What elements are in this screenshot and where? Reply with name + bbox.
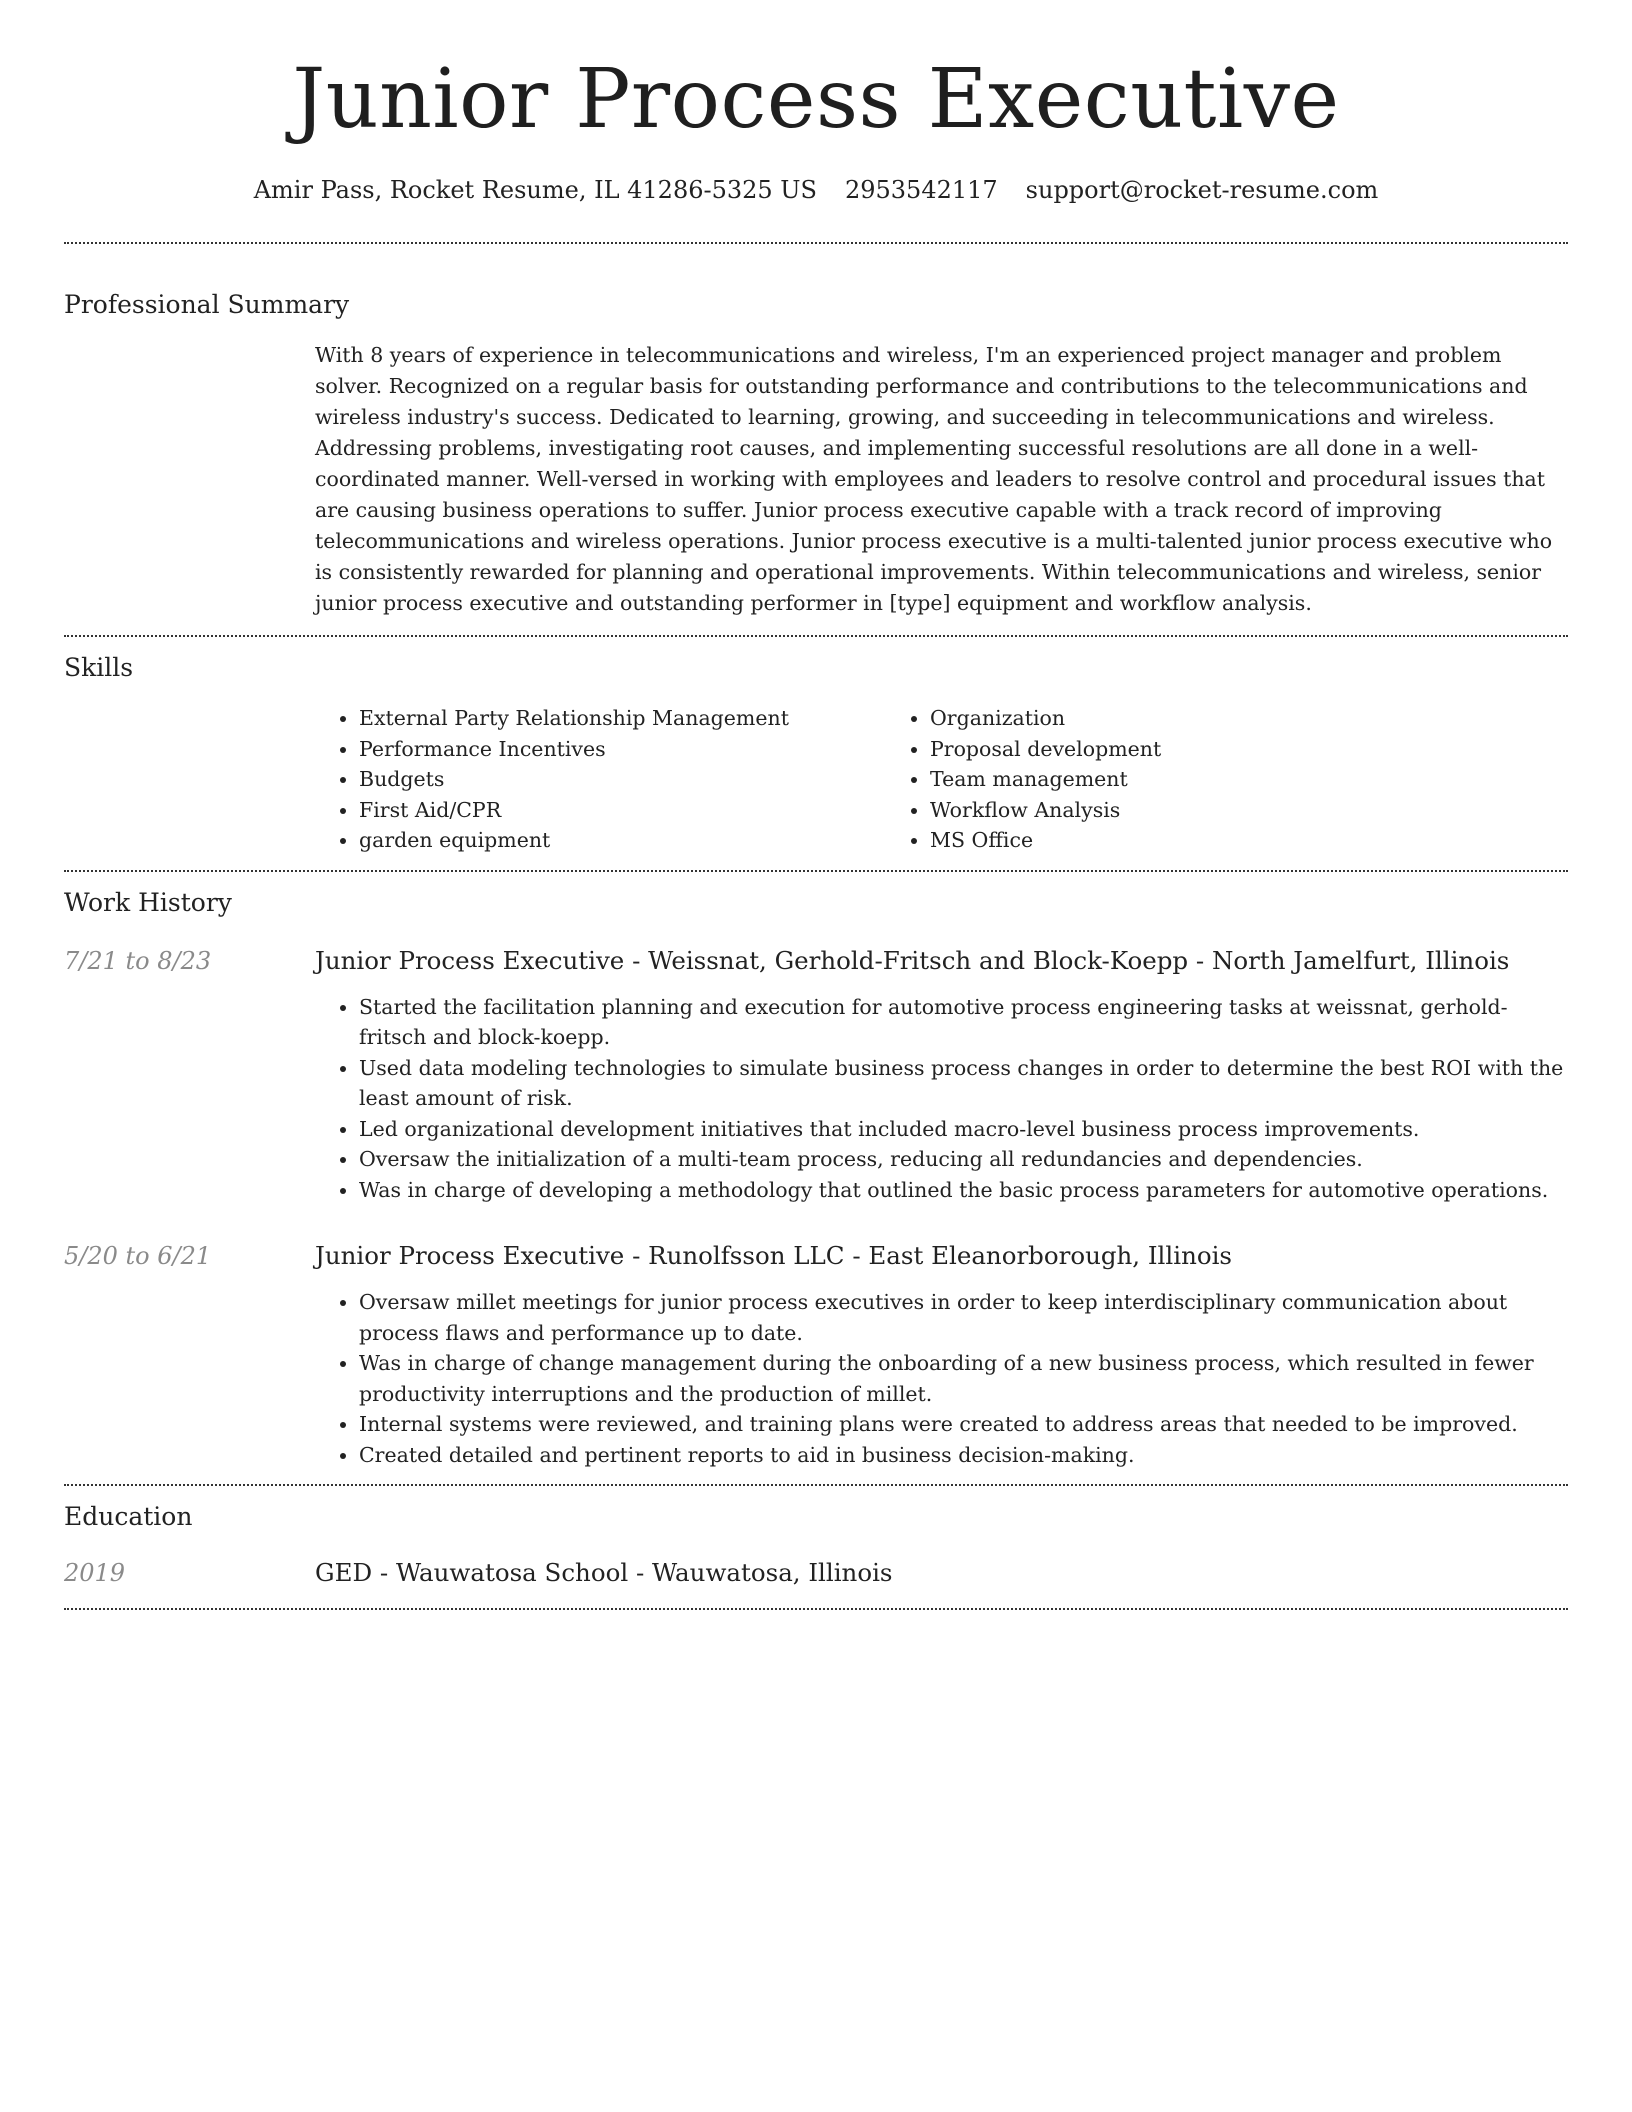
job-bullet: • Was in charge of developing a methodology that outlined the basic process parameters for automotive operations. <box>359 1175 1568 1206</box>
education-details <box>315 1556 1568 1590</box>
job-bullet: • Oversaw millet meetings for junior process executives in order to keep interdisciplinary communication about process flaws and performance up to date. <box>359 1287 1568 1348</box>
skill-item: • garden equipment <box>359 825 886 856</box>
job-entry <box>64 944 1568 1206</box>
job-heading: Junior Process Executive - Runolfsson LLC - East Eleanorborough, Illinois <box>315 1241 1233 1270</box>
job-bullet: • Oversaw the initialization of a multi-team process, reducing all redundancies and dependencies. <box>359 1144 1568 1175</box>
skill-item: • Organization <box>930 703 1457 734</box>
education-heading-line: GED - Wauwatosa School - Wauwatosa, Illinois <box>315 1558 893 1587</box>
education-entry <box>64 1556 1568 1590</box>
job-bullet: • Internal systems were reviewed, and training plans were created to address areas that needed to be improved. <box>359 1409 1568 1440</box>
job-bullets <box>315 1287 1568 1470</box>
education-heading: Education <box>64 1502 193 1531</box>
divider <box>64 870 1568 872</box>
contact-address: Amir Pass, Rocket Resume, IL 41286-5325 US <box>253 176 817 204</box>
skill-item: • Workflow Analysis <box>930 795 1457 826</box>
job-bullet: • Started the facilitation planning and execution for automotive process engineering tasks at weissnat, gerhold-fritsch and block-koepp. <box>359 992 1568 1053</box>
contact-email: support@rocket-resume.com <box>1025 176 1379 204</box>
candidate-title: Junior Process Executive <box>292 52 1340 147</box>
divider <box>64 1608 1568 1610</box>
contact-line <box>64 174 1568 206</box>
skill-item: • MS Office <box>930 825 1457 856</box>
skills-column-right <box>886 703 1457 856</box>
job-bullet: • Used data modeling technologies to simulate business process changes in order to determine the best ROI with the least amount of risk. <box>359 1053 1568 1114</box>
skills-list <box>315 703 1568 856</box>
divider <box>64 1484 1568 1486</box>
skill-item: • First Aid/CPR <box>359 795 886 826</box>
work-history-heading: Work History <box>64 887 232 917</box>
contact-phone: 2953542117 <box>844 176 998 204</box>
divider <box>64 635 1568 637</box>
skill-item: • External Party Relationship Management <box>359 703 886 734</box>
job-entry <box>64 1239 1568 1484</box>
job-details <box>315 944 1568 1206</box>
summary-heading: Professional Summary <box>64 290 350 319</box>
job-dates: 5/20 to 6/21 <box>64 1242 212 1270</box>
job-bullets <box>315 992 1568 1206</box>
job-bullet: • Created detailed and pertinent reports to aid in business decision-making. <box>359 1440 1568 1471</box>
job-heading: Junior Process Executive - Weissnat, Gerhold-Fritsch and Block-Koepp - North Jamelfurt, Illinois <box>315 945 1510 975</box>
skill-item: • Performance Incentives <box>359 734 886 765</box>
education-year: 2019 <box>64 1559 126 1587</box>
job-bullet: • Was in charge of change management during the onboarding of a new business process, which resulted in fewer productivity interruptions and the production of millet. <box>359 1348 1568 1409</box>
summary-text: With 8 years of experience in telecommunications and wireless, I'm an experienced project manager and problem solver. Recognized on a regular basis for outstanding performance and contributions to the telecommunications and wireless industry's success. Dedicated to learning, growing, and succeeding in telecommunications and wireless. Addressing problems, investigating root causes, and implementing successful resolutions are all done in a well-coordinated manner. Well-versed in working with employees and leaders to resolve control and procedural issues that are causing business operations to suffer. Junior process executive capable with a track record of improving telecommunications and wireless operations. Junior process executive is a multi-talented junior process executive who is consistently rewarded for planning and operational improvements. Within telecommunications and wireless, senior junior process executive and outstanding performer in [type] equipment and workflow analysis. <box>315 343 1553 615</box>
resume-header <box>64 0 1568 206</box>
skills-column-left <box>315 703 886 856</box>
job-details <box>315 1239 1568 1484</box>
skill-item: • Budgets <box>359 764 886 795</box>
job-dates: 7/21 to 8/23 <box>64 946 212 975</box>
skill-item: • Proposal development <box>930 734 1457 765</box>
divider <box>64 242 1568 244</box>
skills-heading: Skills <box>64 653 134 682</box>
skill-item: • Team management <box>930 764 1457 795</box>
job-bullet: • Led organizational development initiatives that included macro-level business process improvements. <box>359 1114 1568 1145</box>
